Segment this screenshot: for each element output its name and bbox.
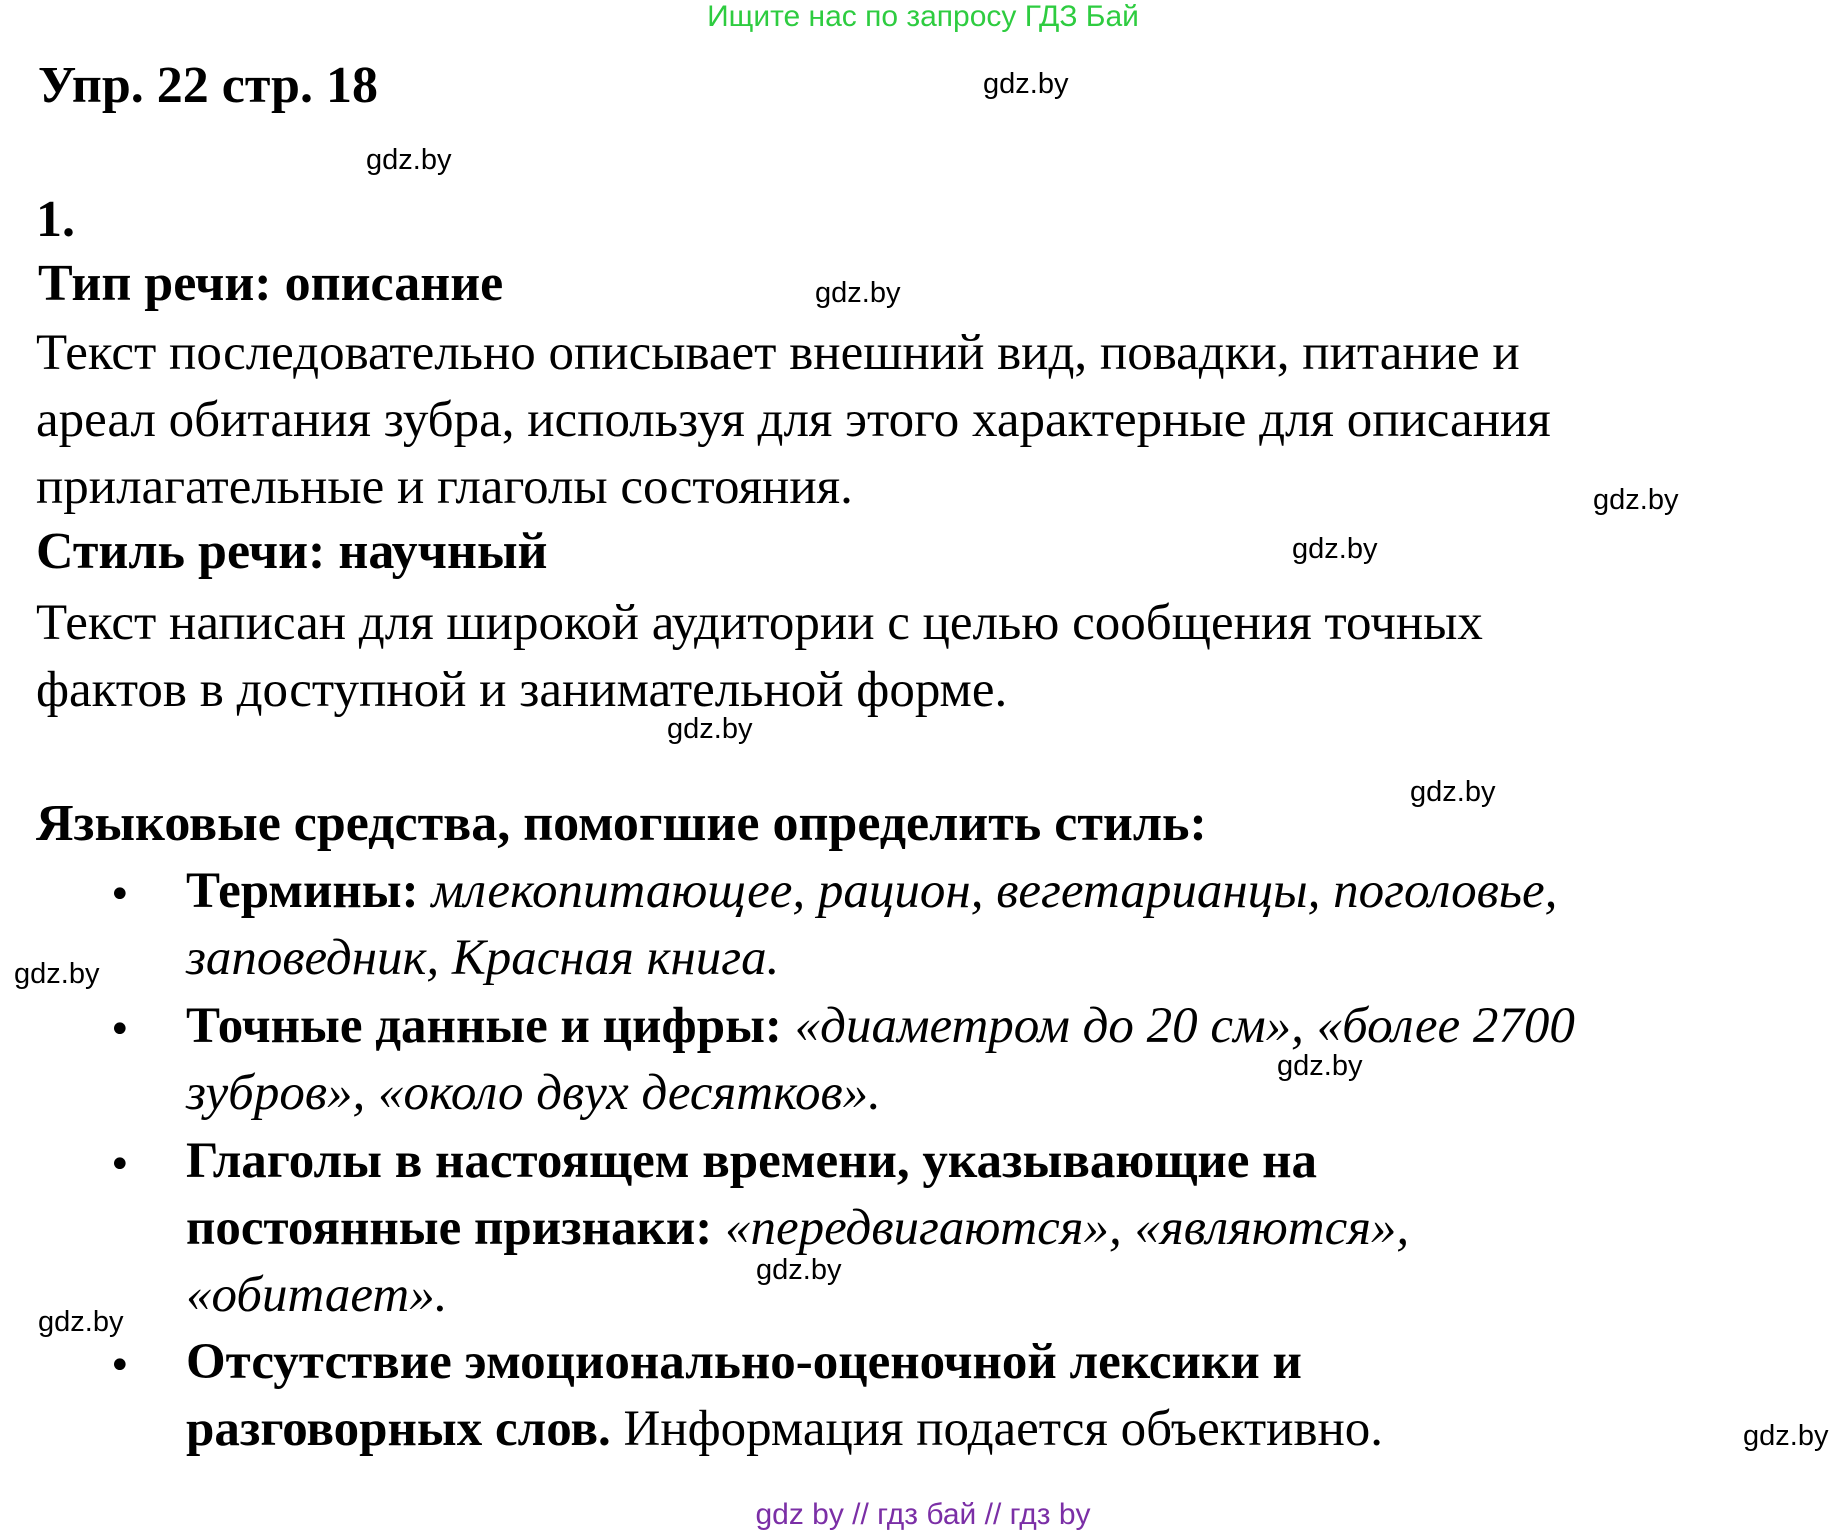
watermark: gdz.by: [983, 68, 1069, 100]
watermark: gdz.by: [1292, 533, 1378, 565]
speech-style-line: Текст написан для широкой аудитории с целью сообщения точных: [36, 595, 1483, 651]
bullet-term: Термины:: [186, 863, 419, 919]
bullet-term: Отсутствие эмоционально-оценочной лексики и: [186, 1334, 1302, 1390]
bullet-marker: •: [108, 872, 132, 918]
bullet-marker: •: [108, 1007, 132, 1053]
speech-style-line: фактов в доступной и занимательной форме.: [36, 662, 1008, 718]
speech-type-heading: Тип речи: описание: [38, 255, 504, 312]
watermark: gdz.by: [756, 1254, 842, 1286]
bullet-example: «обитает».: [186, 1267, 448, 1323]
watermark: gdz.by: [667, 713, 753, 745]
bullet-example: «диаметром до 20 см», «более 2700: [781, 998, 1575, 1054]
bullet-example: млекопитающее, рацион, вегетарианцы, поголовье,: [418, 863, 1558, 919]
bullet-text: Информация подается объективно.: [610, 1401, 1384, 1457]
bullet-term: Глаголы в настоящем времени, указывающие на: [186, 1133, 1318, 1189]
bullet-example: зубров», «около двух десятков».: [186, 1065, 881, 1121]
top-banner: Ищите нас по запросу ГДЗ Бай: [707, 0, 1139, 33]
speech-type-line: ареал обитания зубра, используя для этого характерные для описания: [36, 392, 1551, 448]
bullet-line: [186, 1060, 881, 1127]
bullet-line: [186, 1329, 1302, 1396]
watermark: gdz.by: [1743, 1420, 1829, 1452]
bullet-marker: •: [108, 1142, 132, 1188]
bullet-line: [186, 1128, 1317, 1195]
watermark: gdz.by: [1593, 484, 1679, 516]
bullet-line: [186, 1396, 1383, 1463]
watermark: gdz.by: [1410, 776, 1496, 808]
watermark: gdz.by: [366, 144, 452, 176]
bullet-term: разговорных слов.: [186, 1401, 611, 1457]
watermark: gdz.by: [1277, 1050, 1363, 1082]
language-means-heading: Языковые средства, помогшие определить стиль:: [36, 795, 1207, 852]
watermark: gdz.by: [38, 1306, 124, 1338]
bullet-line: [186, 1195, 1409, 1262]
watermark: gdz.by: [14, 958, 100, 990]
bullet-line: [186, 1262, 447, 1329]
bullet-line: [186, 858, 1557, 925]
bullet-example: «передвигаются», «являются»,: [712, 1200, 1410, 1256]
page-title: Упр. 22 стр. 18: [38, 57, 378, 114]
speech-type-line: Текст последовательно описывает внешний вид, повадки, питание и: [36, 325, 1520, 381]
exercise-number: 1.: [36, 191, 75, 248]
bullet-line: [186, 925, 779, 992]
bullet-term: Точные данные и цифры:: [186, 998, 782, 1054]
footer-watermark: gdz by // гдз бай // гдз by: [755, 1498, 1091, 1531]
watermark: gdz.by: [815, 277, 901, 309]
speech-style-heading: Стиль речи: научный: [36, 523, 548, 580]
bullet-line: [186, 993, 1575, 1060]
bullet-marker: •: [108, 1343, 132, 1389]
bullet-term: постоянные признаки:: [186, 1200, 713, 1256]
speech-type-line: прилагательные и глаголы состояния.: [36, 459, 853, 515]
bullet-example: заповедник, Красная книга.: [186, 930, 780, 986]
